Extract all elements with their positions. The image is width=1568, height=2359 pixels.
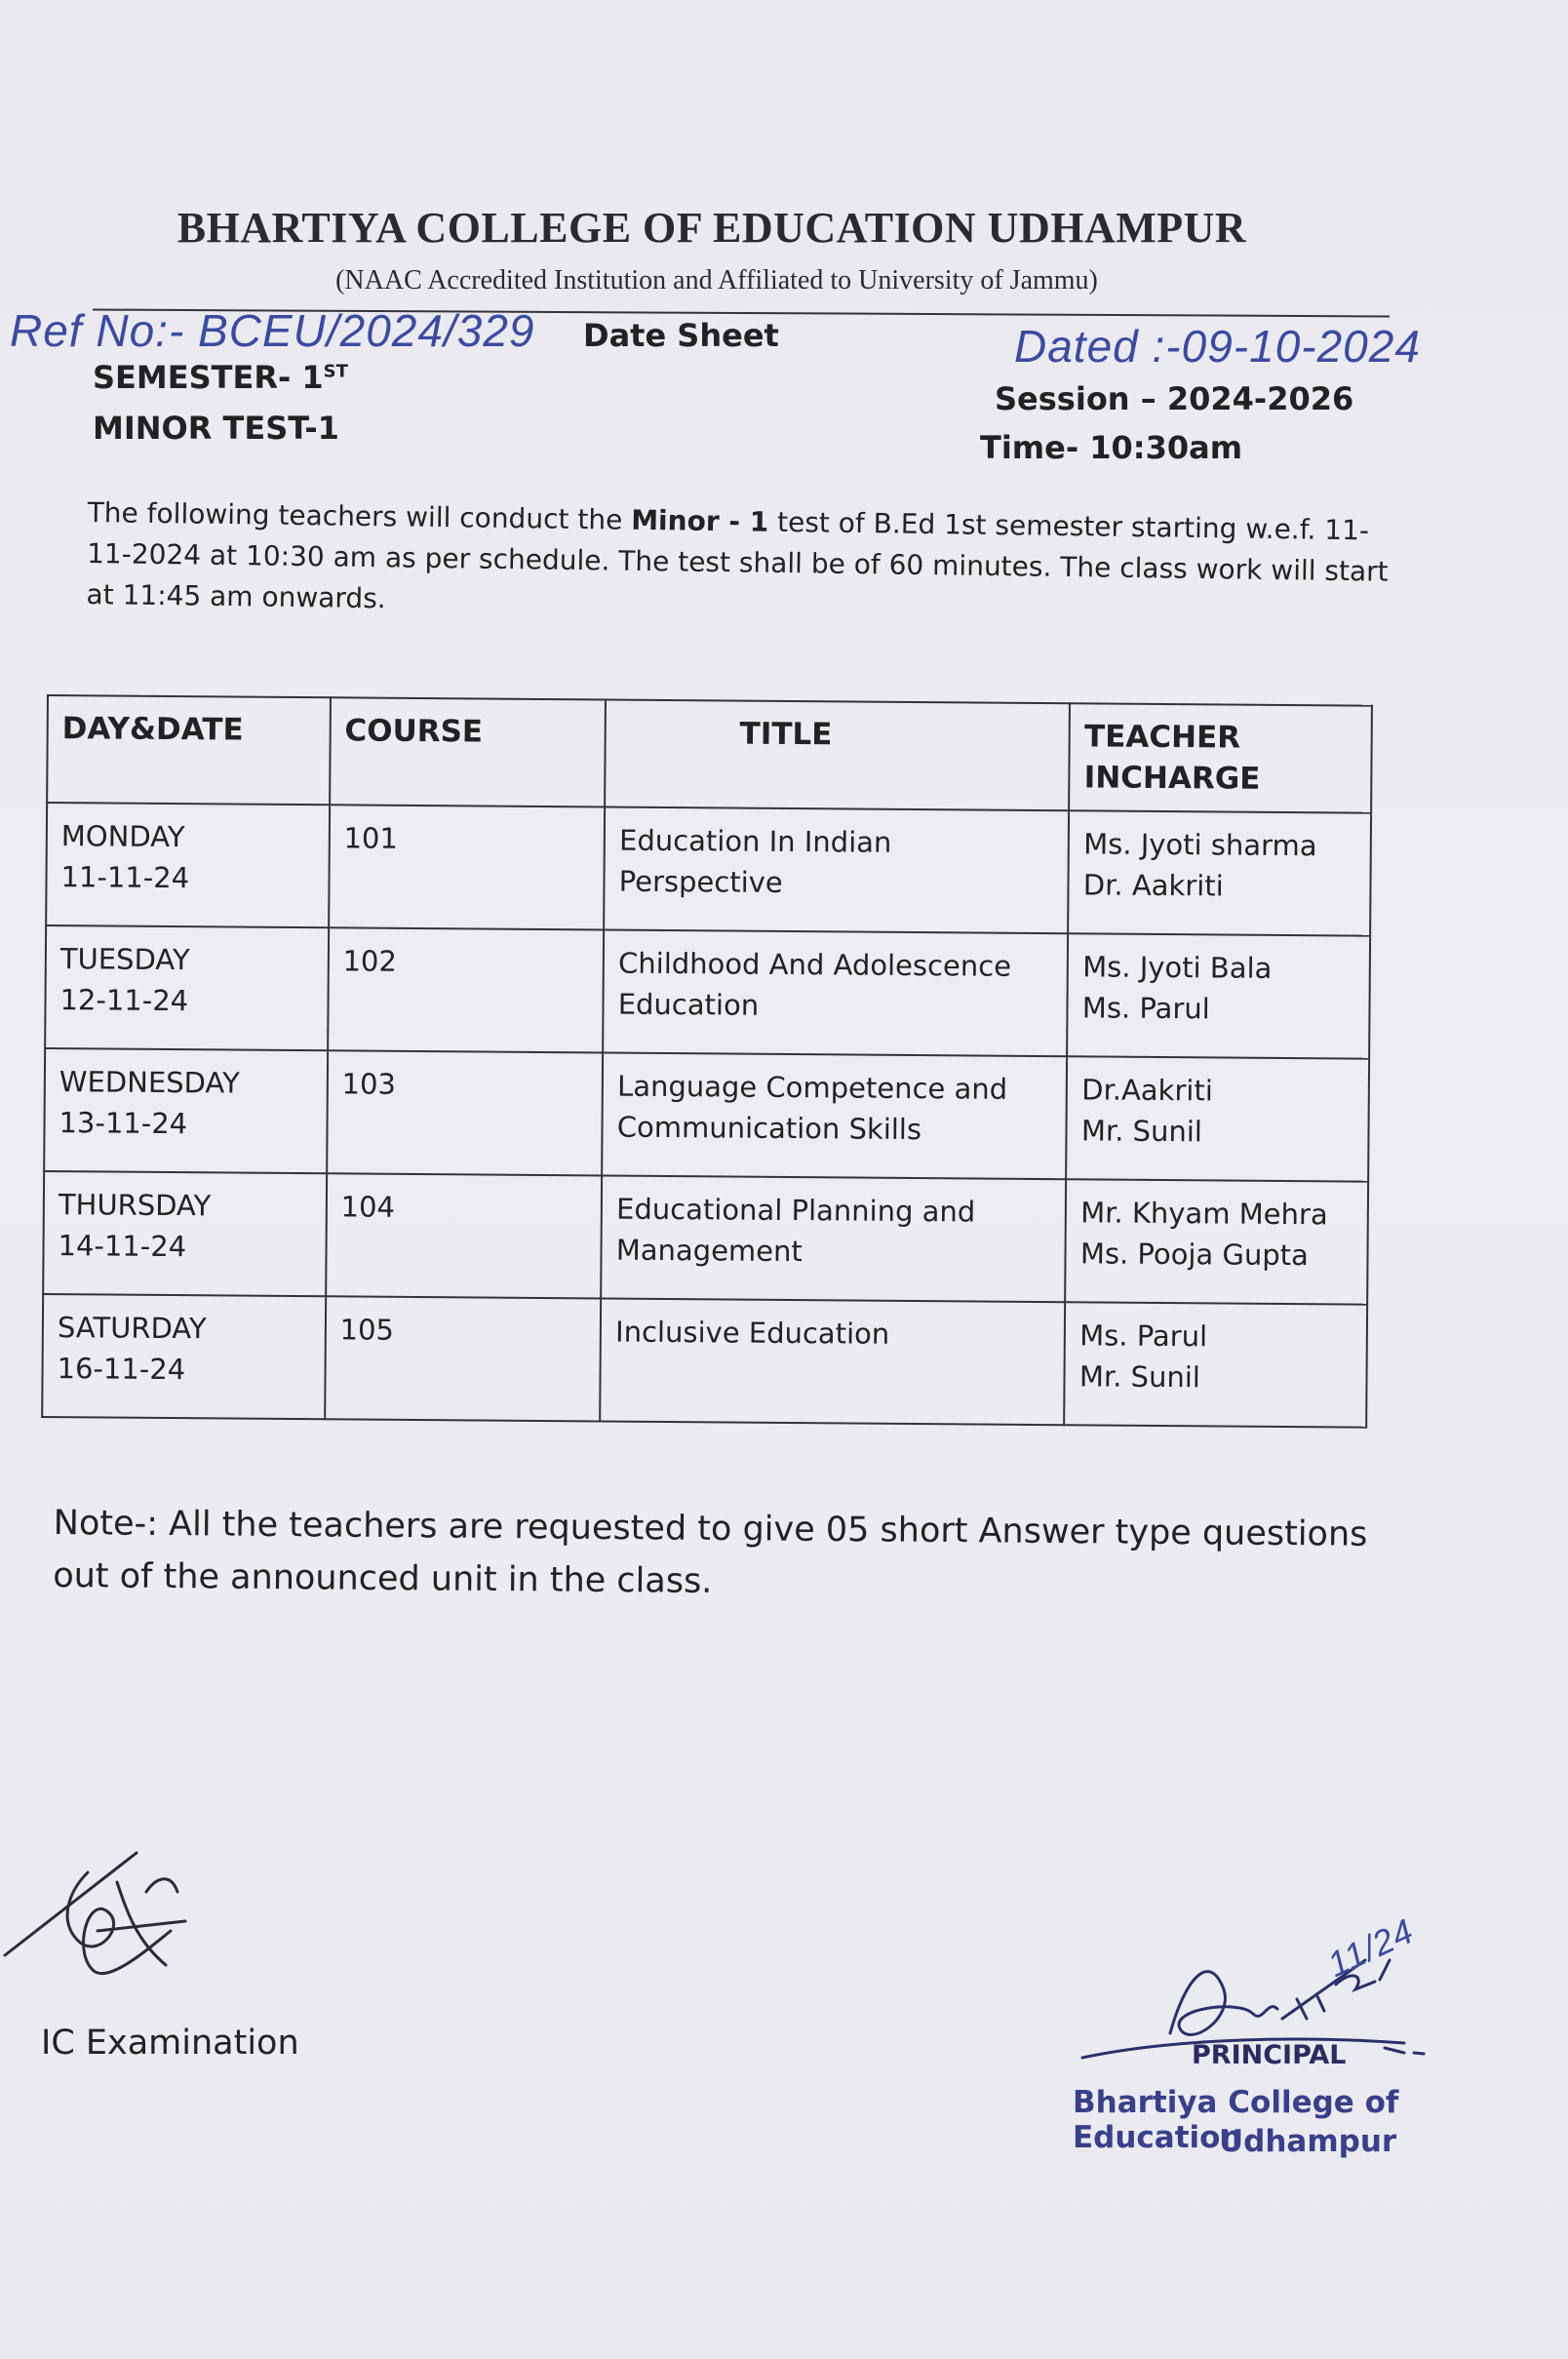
cell-title: Childhood And Adolescence Education [603,929,1068,1056]
stamp-line-1: Bhartiya College of Education [1073,2085,1399,2155]
stamp-line-2: Udhampur [1219,2124,1397,2159]
col-header-title: TITLE [605,700,1070,811]
cell-title: Inclusive Education [600,1298,1065,1425]
teacher-2: Mr. Sunil [1078,1359,1201,1395]
semester-sup: ST [323,361,348,382]
session-label: Session – 2024-2026 [995,380,1354,417]
schedule-table [41,694,1373,1429]
semester-label [93,359,348,396]
cell-teacher [1067,1056,1370,1181]
teacher-1: Ms. Jyoti Bala [1082,950,1273,985]
cell-teacher [1067,933,1370,1058]
cell-day: SATURDAY [57,1311,207,1346]
cell-teacher [1068,810,1371,935]
table-row [46,803,1371,936]
cell-day-date [42,1294,326,1419]
cell-day-date [46,803,330,927]
table-row [43,1171,1368,1305]
table-row [42,1294,1367,1428]
test-name: MINOR TEST-1 [93,410,339,447]
cell-day-date [44,1048,328,1173]
accreditation-line: (NAAC Accredited Institution and Affiliated to University of Jammu) [335,265,1098,295]
teacher-1: Mr. Khyam Mehra [1080,1196,1328,1232]
ic-examination-label: IC Examination [41,2024,299,2063]
cell-teacher [1066,1179,1369,1304]
doc-title: Date Sheet [583,317,779,354]
teacher-1: Ms. Jyoti sharma [1083,827,1317,863]
cell-course: 103 [327,1050,604,1175]
schedule-table-wrap [41,694,1373,1429]
cell-date: 12-11-24 [59,983,189,1018]
cell-course: 105 [325,1296,602,1421]
time-label: Time- 10:30am [980,429,1243,466]
intro-part1: The following teachers will conduct the [87,495,632,536]
cell-date: 14-11-24 [58,1229,187,1264]
cell-date: 16-11-24 [57,1352,186,1387]
table-row [44,1048,1369,1182]
cell-day: TUESDAY [59,942,190,977]
signature-date-handwritten: 11/24 [1321,1909,1421,1985]
col-header-course: COURSE [330,697,606,806]
cell-day-date [43,1171,327,1296]
cell-title: Education In Indian Perspective [604,806,1069,933]
cell-title: Language Competence and Communication Skills [602,1052,1067,1179]
principal-label: PRINCIPAL [1192,2040,1347,2070]
cell-course: 102 [328,927,605,1052]
teacher-2: Ms. Pooja Gupta [1079,1237,1309,1273]
intro-paragraph [86,492,1404,634]
cell-date: 11-11-24 [60,860,190,895]
teacher-1: Ms. Parul [1079,1318,1208,1354]
intro-part2: test of B.Ed 1st semester starting w.e.f. 11-11-2024 at 10:30 am as per schedule. The test shall be of 60 minutes. The class work will start at 11:45 am onwards. [86,505,1389,615]
col-header-day-date: DAY&DATE [47,695,331,805]
ref-number-handwritten: Ref No:- BCEU/2024/329 [10,305,535,356]
note-text: Note-: All the teachers are requested to give 05 short Answer type questions out of the announced unit in the class. [53,1503,1368,1601]
teacher-2: Ms. Parul [1081,991,1210,1026]
cell-title: Educational Planning and Management [601,1175,1066,1302]
college-name: BHARTIYA COLLEGE OF EDUCATION UDHAMPUR [176,204,1247,252]
dated-handwritten: Dated :-09-10-2024 [1014,321,1421,372]
teacher-2: Dr. Aakriti [1082,868,1224,903]
cell-course: 101 [329,805,606,929]
intro-bold: Minor - 1 [630,503,769,538]
cell-day: THURSDAY [58,1188,212,1223]
teacher-1: Dr.Aakriti [1081,1073,1213,1108]
table-header-row [47,695,1372,813]
cell-date: 13-11-24 [59,1106,188,1141]
col-header-teacher: TEACHER INCHARGE [1069,703,1371,812]
semester-text: SEMESTER- 1 [93,359,324,396]
cell-course: 104 [326,1173,603,1298]
ic-signature-icon [0,1833,215,2028]
teacher-2: Mr. Sunil [1080,1114,1203,1149]
cell-day: MONDAY [60,819,185,854]
cell-day-date [45,925,329,1050]
cell-day: WEDNESDAY [59,1065,240,1100]
cell-teacher [1065,1302,1368,1427]
table-row [45,925,1370,1059]
